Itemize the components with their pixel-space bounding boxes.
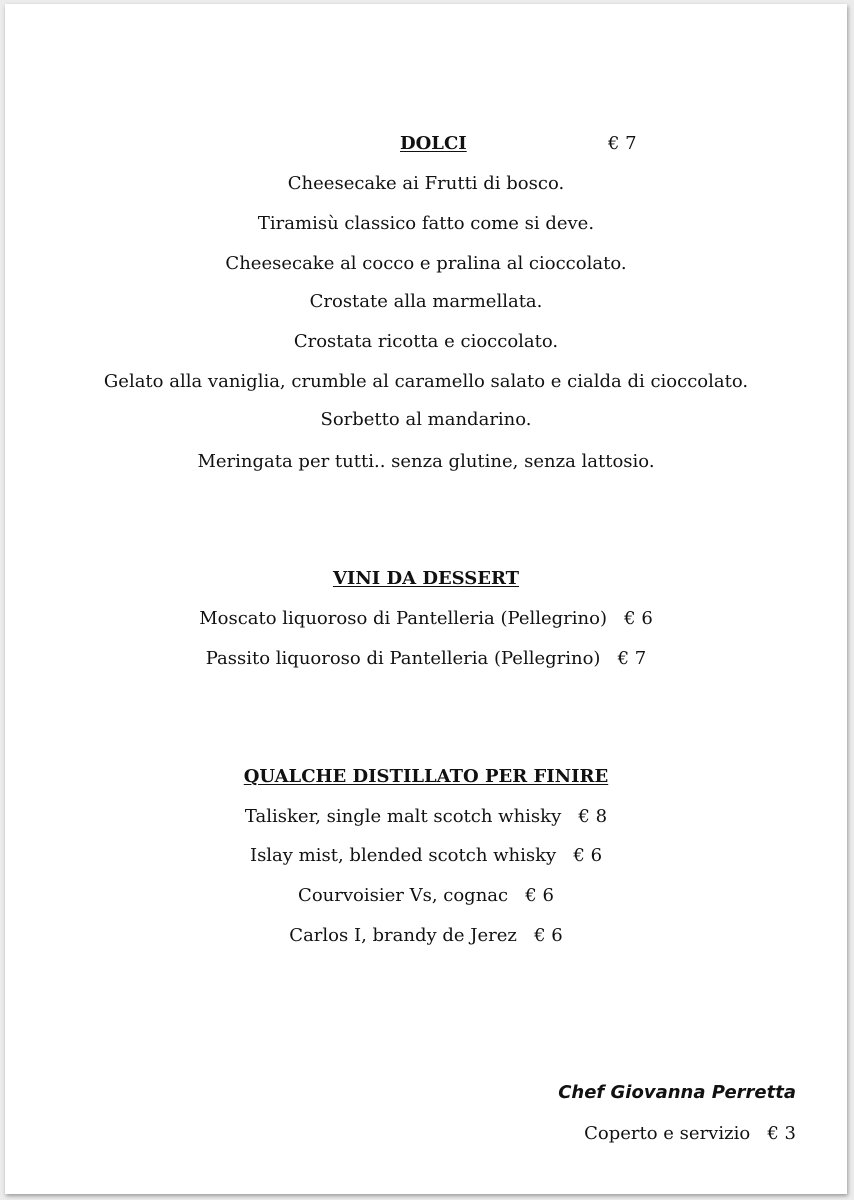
dessert-item: Crostate alla marmellata. xyxy=(309,291,543,312)
wine-item xyxy=(5,608,847,630)
vini-title: VINI DA DESSERT xyxy=(332,568,520,589)
dessert-item: Sorbetto al mandarino. xyxy=(320,409,532,430)
dolci-title: DOLCI xyxy=(400,133,467,154)
dessert-item: Cheesecake al cocco e pralina al cioccolato. xyxy=(225,253,627,274)
wine-price: € 7 xyxy=(617,648,647,669)
spirit-item xyxy=(5,845,847,867)
spirit-price: € 8 xyxy=(578,806,608,827)
dessert-item: Cheesecake ai Frutti di bosco. xyxy=(287,173,565,194)
coperto-label: Coperto e servizio xyxy=(584,1123,751,1144)
wine-name: Passito liquoroso di Pantelleria (Pellegrino) xyxy=(205,648,601,669)
spirit-price: € 6 xyxy=(573,845,603,866)
dessert-item: Meringata per tutti.. senza glutine, senza lattosio. xyxy=(197,451,655,472)
spirit-price: € 6 xyxy=(525,885,554,906)
spirit-name: Talisker, single malt scotch whisky xyxy=(244,806,562,827)
spirit-item xyxy=(5,806,847,828)
dessert-item: Crostata ricotta e cioccolato. xyxy=(293,331,559,352)
dessert-item: Tiramisù classico fatto come si deve. xyxy=(257,213,595,234)
chef-signature: Chef Giovanna Perretta xyxy=(558,1082,796,1103)
dolci-price: € 7 xyxy=(608,133,637,154)
menu-page xyxy=(5,4,847,1194)
dessert-item: Gelato alla vaniglia, crumble al caramello salato e cialda di cioccolato. xyxy=(103,371,749,392)
spirit-name: Carlos I, brandy de Jerez xyxy=(289,925,517,946)
coperto-price: € 3 xyxy=(767,1123,796,1144)
spirit-item xyxy=(5,925,847,947)
spirit-item xyxy=(5,885,847,907)
spirit-name: Courvoisier Vs, cognac xyxy=(298,885,509,906)
coperto-line xyxy=(584,1123,796,1145)
distillati-title: QUALCHE DISTILLATO PER FINIRE xyxy=(243,766,609,787)
wine-price: € 6 xyxy=(624,608,653,629)
wine-name: Moscato liquoroso di Pantelleria (Pellegrino) xyxy=(199,608,607,629)
wine-item xyxy=(5,648,847,670)
spirit-price: € 6 xyxy=(534,925,563,946)
spirit-name: Islay mist, blended scotch whisky xyxy=(249,845,557,866)
